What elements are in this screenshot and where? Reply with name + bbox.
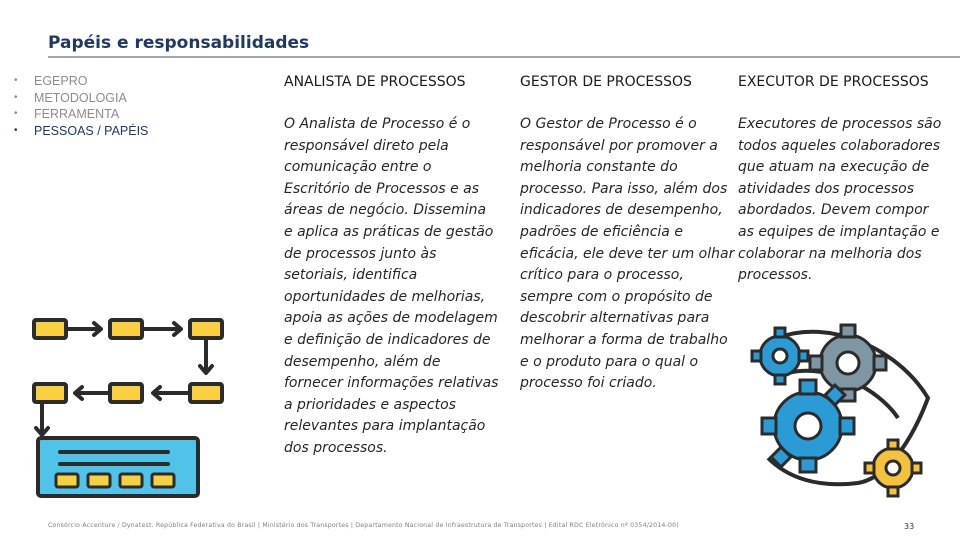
- nav-item-ferramenta[interactable]: • FERRAMENTA: [14, 106, 148, 123]
- column-executor: [738, 74, 943, 287]
- column-heading: ANALISTA DE PROCESSOS: [284, 74, 466, 90]
- gears-icon: [738, 308, 938, 498]
- page-number: 33: [904, 522, 915, 531]
- page-title: Papéis e responsabilidades: [48, 33, 310, 53]
- nav-item-egepro[interactable]: • EGEPRO: [14, 73, 148, 90]
- column-gestor: [520, 74, 735, 395]
- nav-item-metodologia[interactable]: • METODOLOGIA: [14, 90, 148, 107]
- column-body: Executores de processos são todos aqueles colaboradores que atuam na execução de atividades dos processos abordados. Devem compor as equipes de implantação e colaborar na melhoria dos processos.: [738, 116, 942, 284]
- column-heading: GESTOR DE PROCESSOS: [520, 74, 692, 90]
- nav-item-pessoas-papeis[interactable]: • PESSOAS / PAPÉIS: [14, 123, 148, 140]
- title-divider: [48, 56, 960, 58]
- process-flow-icon: [28, 312, 248, 502]
- section-nav: [14, 73, 148, 139]
- column-body: O Analista de Processo é o responsável direto pela comunicação entre o Escritório de Processos e as áreas de negócio. Dissemina e aplica as práticas de gestão de processos junto às setoriais, identifica oportunidades de melhorias, apoia as ações de modelagem e definição de indicadores de desempenho, além de fornecer informações relativas a prioridades e aspectos relevantes para implantação dos processos.: [284, 116, 499, 456]
- column-body: O Gestor de Processo é o responsável por promover a melhoria constante do processo. Para isso, além dos indicadores de desempenho, padrões de eficiência e eficácia, ele deve ter um olhar crítico para o processo, sempre com o propósito de descobrir alternativas para melhorar a forma de trabalho e o produto para o qual o processo foi criado.: [520, 116, 735, 392]
- footer-text: Consórcio Accenture / Dynatest. República Federativa do Brasil | Ministério dos Transportes | Departamento Nacional de Infraestrutura de Transportes | Edital RDC Eletrônico nº 0354/2014-00): [48, 522, 679, 529]
- column-heading: EXECUTOR DE PROCESSOS: [738, 74, 929, 90]
- column-analista: [284, 74, 499, 460]
